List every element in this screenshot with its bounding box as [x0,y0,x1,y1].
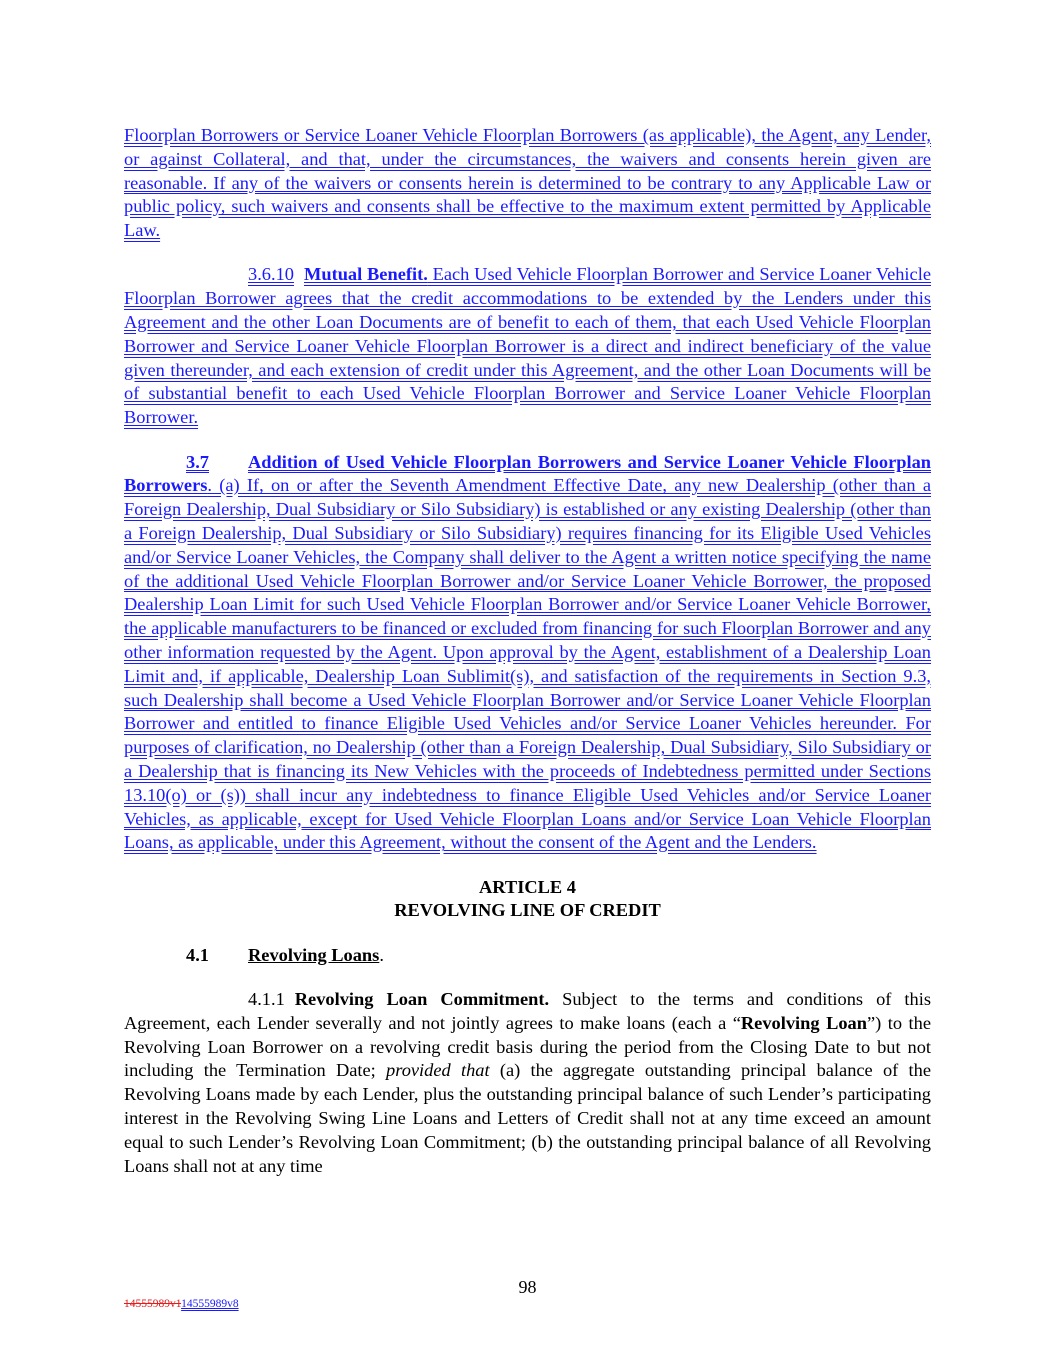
article-heading [124,876,931,924]
document-id [124,1298,239,1310]
inserted-text: Floorplan Borrowers or Service Loaner Vehicle Floorplan Borrowers (as applicable), the Agent, any Lender, or against Collateral, and that, under the circumstances, the waivers and consents herein given are reasonable. If any of the waivers or consents herein is determined to be contrary to any Applicable Law or public policy, such waivers and consents shall be effective to the maximum extent permitted by Applicable Law. [124,125,931,241]
section-body: Each Used Vehicle Floorplan Borrower and Service Loaner Vehicle Floorplan Borrower agrees that the credit accommodations to be extended by the Lenders under this Agreement and the other Loan Documents are of benefit to each of them, that each Used Vehicle Floorplan Borrower and Service Loaner Vehicle Floorplan Borrower is a direct and indirect beneficiary of the value given thereunder, and each extension of credit under this Agreement, and the other Loan Documents will be of substantial benefit to each Used Vehicle Floorplan Borrower and Service Loaner Vehicle Floorplan Borrower. [124,264,931,428]
section-period: . [379,944,384,965]
section-3-7 [124,451,931,856]
deleted-doc-id: 14555989v1 [124,1298,182,1310]
section-title: Revolving Loans [248,944,380,965]
section-body-2: ”) to the Revolving Loan Borrower on a revolving credit basis during the period from the Closing Date to but not including the Termination Date; [124,1012,931,1081]
inserted-doc-id: 14555989v8 [181,1298,239,1310]
defined-term: Revolving Loan [740,1012,867,1033]
section-number: 4.1.1 [248,989,285,1009]
section-number: 4.1 [186,944,209,965]
section-number: 3.7 [186,451,209,472]
section-body: . (a) If, on or after the Seventh Amendment Effective Date, any new Dealership (other than a Foreign Dealership, Dual Subsidiary or Silo Subsidiary) is established or any existing Dealership (other than a Foreign Dealership, Dual Subsidiary or Silo Subsidiary) requires financing for its Eligible Used Vehicles and/or Service Loaner Vehicles, the Company shall deliver to the Agent a written notice specifying the name of the additional Used Vehicle Floorplan Borrower and/or Service Loaner Vehicle Borrower, the proposed Dealership Loan Limit for such Used Vehicle Floorplan Borrower and/or Service Loaner Vehicle Borrower, the applicable manufacturers to be financed or excluded from financing for such Floorplan Borrower and any other information requested by the Agent. Upon approval by the Agent, establishment of a Dealership Loan Limit and, if applicable, Dealership Loan Sublimit(s), and satisfaction of the requirements in Section 9.3, such Dealership shall become a Used Vehicle Floorplan Borrower and/or Service Loaner Vehicle Floorplan Borrower and entitled to finance Eligible Used Vehicles and/or Service Loaner Vehicles hereunder. For purposes of clarification, no Dealership (other than a Foreign Dealership, Dual Subsidiary, Silo Subsidiary or a Dealership that is financing its New Vehicles with the proceeds of Indebtedness permitted under Sections 13.10(o) or (s)) shall incur any indebtedness to finance Eligible Used Vehicles and/or Service Loaner Vehicles, as applicable, except for Used Vehicle Floorplan Loans and/or Service Loan Vehicle Floorplan Loans, as applicable, under this Agreement, without the consent of the Agent and the Lenders. [124,475,931,853]
document-page [124,124,931,1178]
section-title: Mutual Benefit. [303,264,428,285]
section-body-1: Subject to the terms and conditions of this Agreement, each Lender severally and not jointly agrees to make loans (each a “ [124,989,931,1033]
section-number: 3.6.10 [248,264,294,285]
section-4-1-1 [124,988,931,1178]
article-number: ARTICLE 4 [479,876,576,897]
page-number: 98 [518,1277,537,1297]
section-4-1 [124,944,931,968]
paragraph-continuation [124,124,931,243]
proviso: provided that [386,1060,490,1081]
section-title: Addition of Used Vehicle Floorplan Borrowers and Service Loaner Vehicle Floorplan Borrowers [124,451,931,496]
section-title: Revolving Loan Commitment. [294,989,550,1009]
section-body-3: (a) the aggregate outstanding principal balance of the Revolving Loans made by each Lender, plus the outstanding principal balance of such Lender’s participating interest in the Revolving Swing Line Loans and Letters of Credit shall not at any time exceed an amount equal to such Lender’s Revolving Loan Commitment; (b) the outstanding principal balance of all Revolving Loans shall not at any time [124,1060,931,1176]
section-3-6-10 [124,263,931,430]
article-title: REVOLVING LINE OF CREDIT [394,900,661,921]
